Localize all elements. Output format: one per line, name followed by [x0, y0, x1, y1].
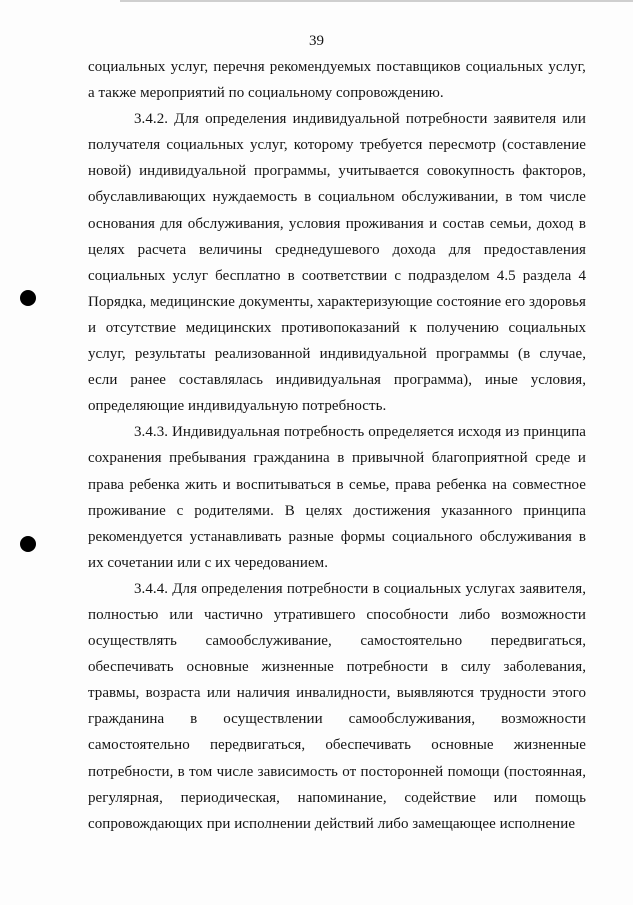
scan-top-edge [120, 0, 633, 2]
paragraph-continuation: социальных услуг, перечня рекомендуемых поставщиков социальных услуг, а также мероприятий по социальному сопровождению. [88, 59, 586, 102]
paragraph-3-4-3: 3.4.3. Индивидуальная потребность определяется исходя из принципа сохранения пребывания гражданина в привычной благоприятной среде и права ребенка жить и воспитываться в семье, права ребенка на совместное проживание с родителями. В целях достижения указанного принципа рекомендуется устанавливать разные формы социального обслуживания в их сочетании или с их чередованием. [88, 424, 586, 571]
punch-hole-icon [20, 536, 36, 552]
page-number: 39 [309, 33, 324, 49]
paragraph-3-4-4: 3.4.4. Для определения потребности в социальных услугах заявителя, полностью или частично утратившего способности либо возможности осуществлять самообслуживание, самостоятельно передвигаться, обеспечивать основные жизненные потребности в силу заболевания, травмы, возраста или наличия инвалидности, выявляются трудности этого гражданина в осуществлении самообслуживания, возможности самостоятельно передвигаться, обеспечивать основные жизненные потребности, в том числе зависимость от посторонней помощи (постоянная, регулярная, периодическая, напоминание, содействие или помощь сопровождающих при исполнении действий либо замещающее исполнение [88, 580, 586, 832]
document-body [88, 54, 586, 837]
punch-hole-icon [20, 290, 36, 306]
paragraph-3-4-2: 3.4.2. Для определения индивидуальной потребности заявителя или получателя социальных услуг, которому требуется пересмотр (составление новой) индивидуальной программы, учитывается совокупность факторов, обуславливающих нуждаемость в социальном обслуживании, в том числе основания для обслуживания, условия проживания и состав семьи, доход в целях расчета величины среднедушевого дохода для предоставления социальных услуг бесплатно в соответствии с подразделом 4.5 раздела 4 Порядка, медицинские документы, характеризующие состояние его здоровья и отсутствие медицинских противопоказаний к получению социальных услуг, результаты реализованной индивидуальной программы (в случае, если ранее составлялась индивидуальная программа), иные условия, определяющие индивидуальную потребность. [88, 111, 586, 415]
